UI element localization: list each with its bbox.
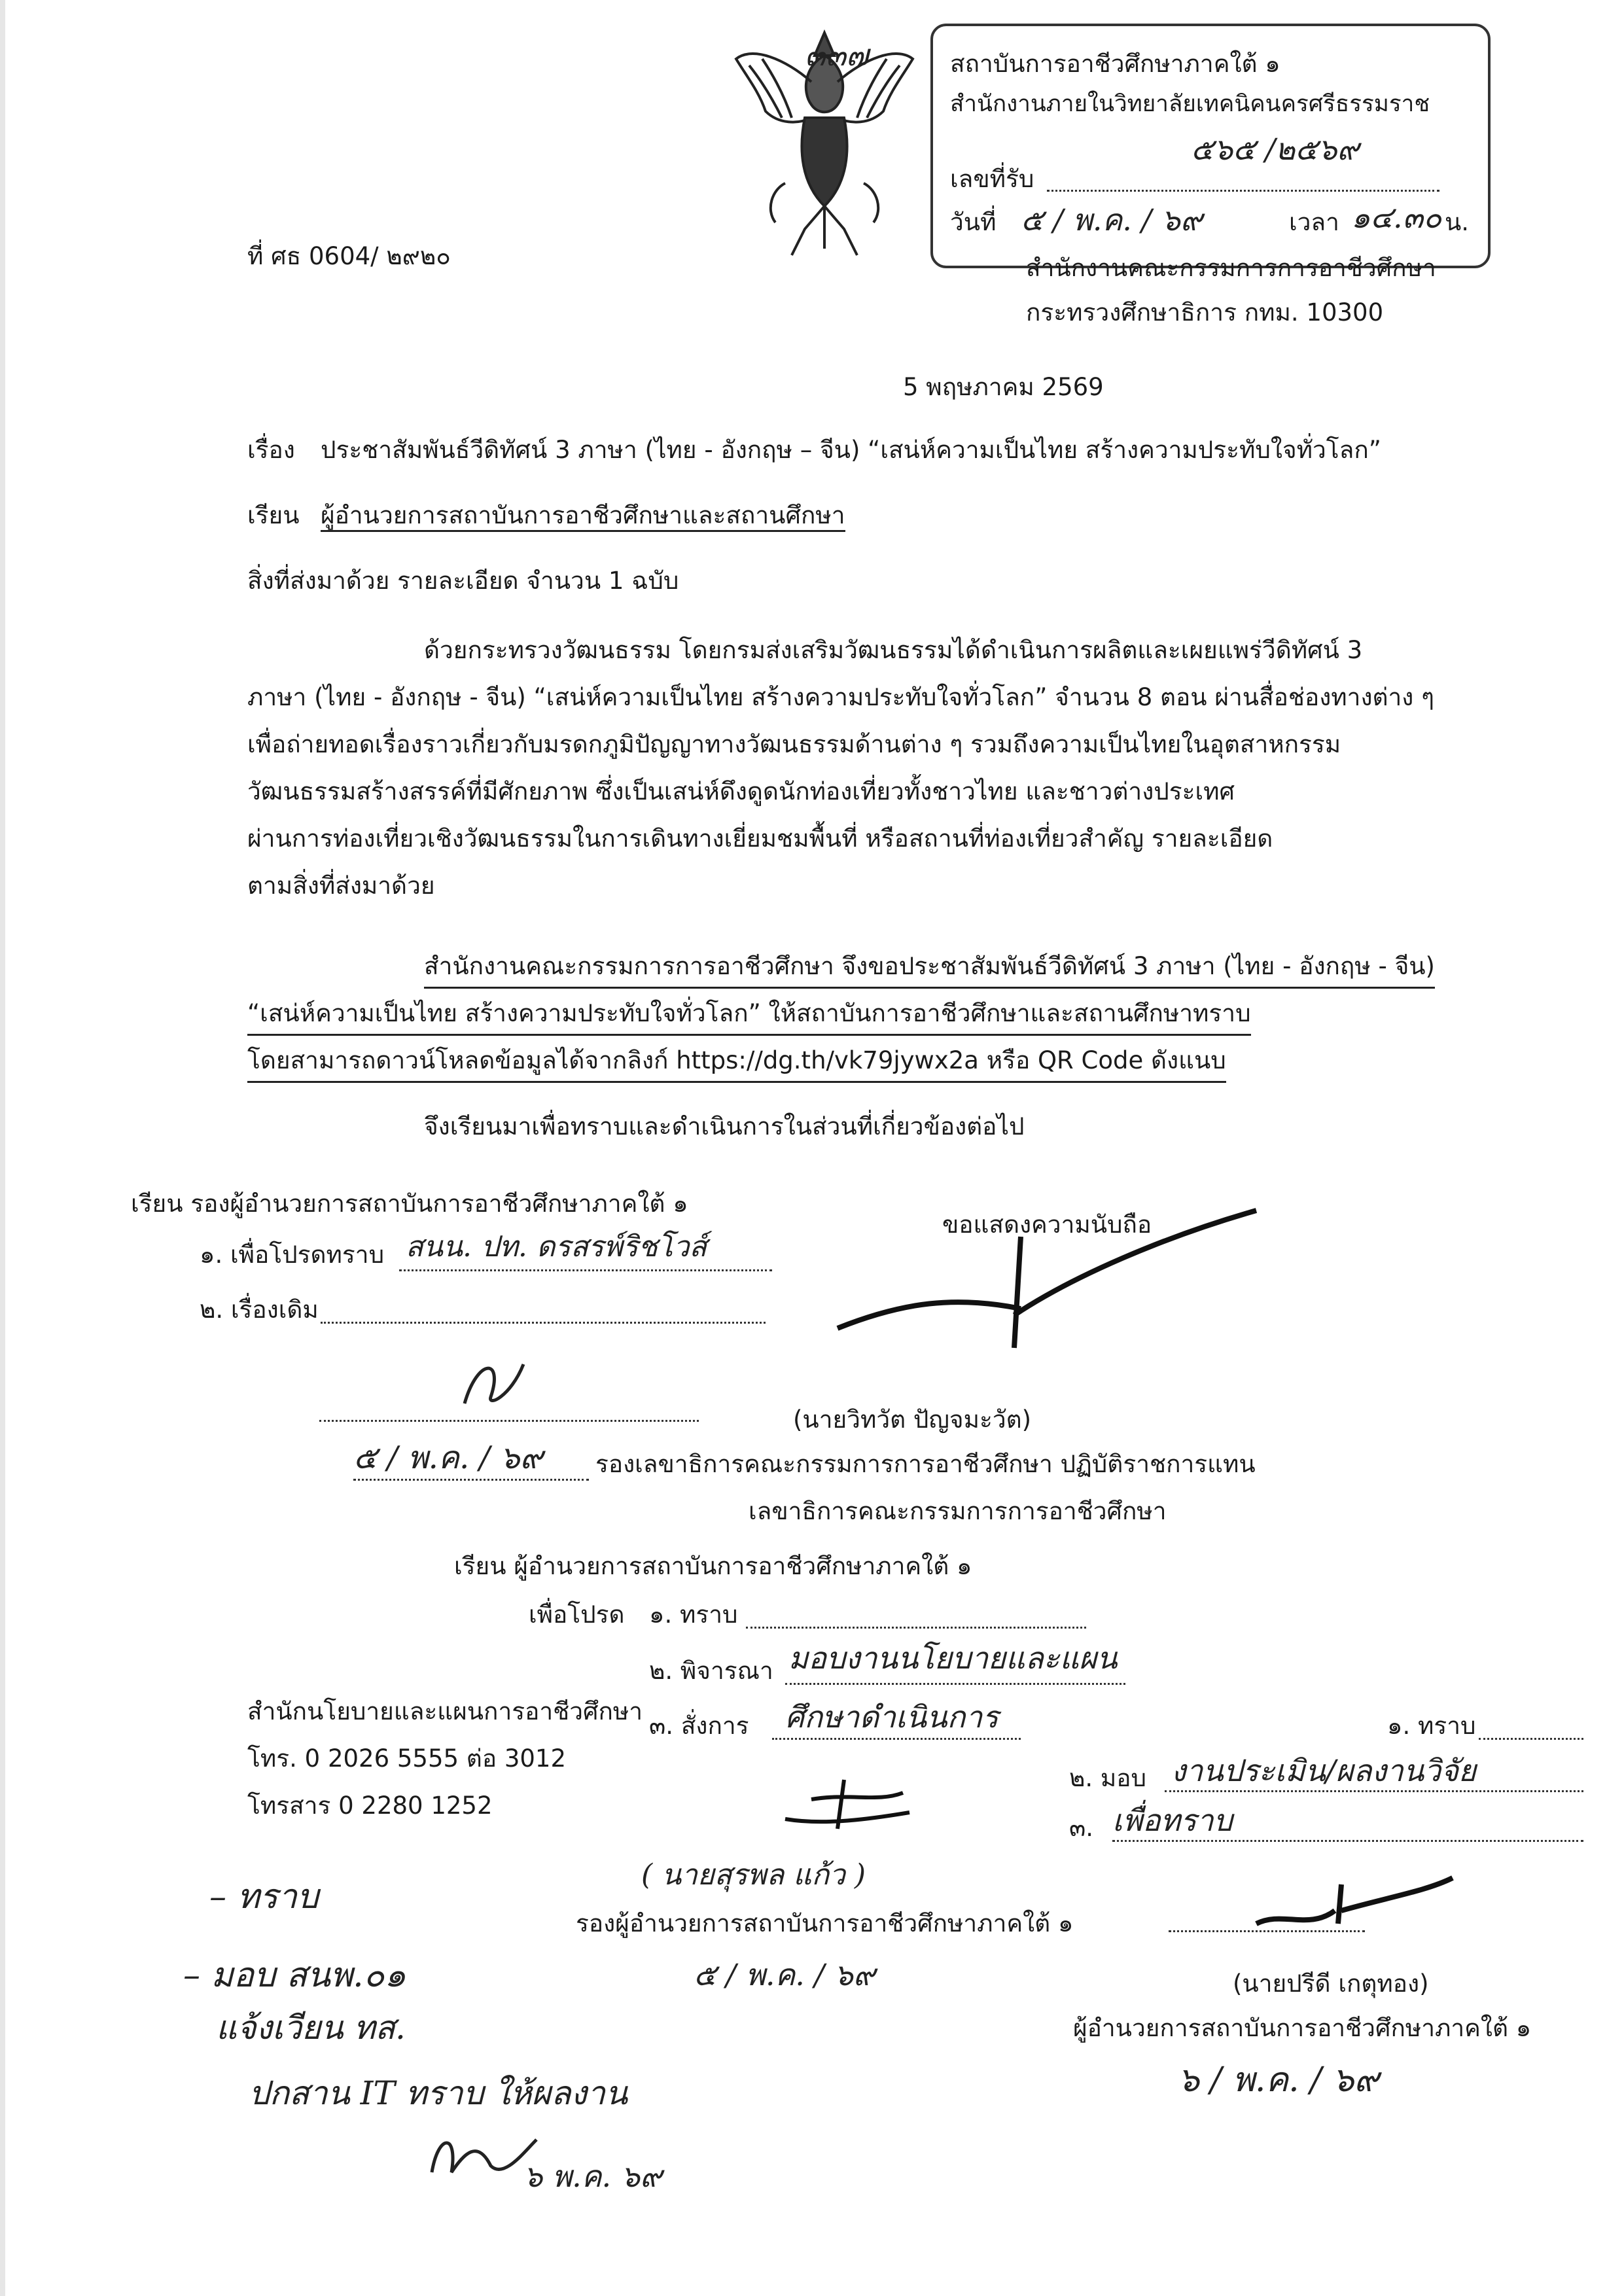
sender-office: สำนักงานคณะกรรมการการอาชีวศึกษา: [1026, 254, 1436, 282]
note3-signature: [1243, 1871, 1466, 1943]
note1-date-dots: [353, 1479, 589, 1481]
left-note: – มอบ สนพ.๐๑: [183, 1956, 406, 1995]
stamp-recv-label: เลขที่รับ: [950, 165, 1034, 193]
note1-item1-dots: [399, 1269, 772, 1271]
para1-line: ผ่านการท่องเที่ยวเชิงวัฒนธรรมในการเดินทางเยี่ยมชมพื้นที่ หรือสถานที่ท่องเที่ยวสำคัญ รายละเอียด: [247, 824, 1273, 853]
hand-number: ๓๓๗: [805, 37, 869, 73]
subject-text: ประชาสัมพันธ์วีดิทัศน์ 3 ภาษา (ไทย - อังกฤษ – จีน) “เสน่ห์ความเป็นไทย สร้างความประทับใจทั่วโลก”: [321, 436, 1381, 464]
main-signature: [824, 1197, 1269, 1381]
note3-item1-dots: [1479, 1738, 1583, 1740]
stamp-hand-time: ๑๔.๓๐: [1351, 200, 1442, 235]
stamp-line2: สำนักงานภายในวิทยาลัยเทคนิคนครศรีธรรมราช: [950, 91, 1430, 117]
para1-line: ภาษา (ไทย - อังกฤษ - จีน) “เสน่ห์ความเป็นไทย สร้างความประทับใจทั่วโลก” จำนวน 8 ตอน ผ่านสื่อช่องทางต่าง ๆ: [247, 683, 1435, 711]
para1-line: ตามสิ่งที่ส่งมาด้วย: [247, 872, 435, 900]
signer-name: (นายวิทวัต ปัญจมะวัต): [793, 1405, 1032, 1434]
note1-item2: ๒. เรื่องเดิม: [200, 1296, 319, 1324]
note2-to: เรียน ผู้อำนวยการสถาบันการอาชีวศึกษาภาคใต้ ๑: [454, 1552, 972, 1580]
note2-item1-dots: [746, 1627, 1086, 1629]
stamp-date-label: วันที่: [950, 208, 997, 236]
left-note: ๖ พ.ค. ๖๙: [523, 2159, 662, 2194]
note3-item1: ๑. ทราบ: [1387, 1712, 1476, 1740]
office-fax: โทรสาร 0 2280 1252: [247, 1792, 493, 1820]
to-text: ผู้อำนวยการสถาบันการอาชีวศึกษาและสถานศึกษา: [321, 501, 845, 532]
note1-to: เรียน รองผู้อำนวยการสถาบันการอาชีวศึกษาภาคใต้ ๑: [131, 1190, 688, 1218]
para1-line: วัฒนธรรมสร้างสรรค์ที่มีศักยภาพ ซึ่งเป็นเสน่ห์ดึงดูดนักท่องเที่ยวทั้งชาวไทย และชาวต่างประเทศ: [247, 777, 1235, 805]
note1-sign-dots: [319, 1420, 699, 1422]
note3-item3-dots: [1112, 1840, 1583, 1842]
note3-item3-hand: เพื่อทราบ: [1112, 1803, 1233, 1838]
note1-item2-dots: [321, 1322, 766, 1324]
para1-line: ด้วยกระทรวงวัฒนธรรม โดยกรมส่งเสริมวัฒนธรรมได้ดำเนินการผลิตและเผยแพร่วีดิทัศน์ 3: [424, 636, 1363, 664]
office-unit: สำนักนโยบายและแผนการอาชีวศึกษา: [247, 1697, 643, 1725]
note3-name: (นายปรีดี เกตุทอง): [1233, 1969, 1429, 1998]
note2-position: รองผู้อำนวยการสถาบันการอาชีวศึกษาภาคใต้ ๑: [576, 1909, 1074, 1937]
note2-item2: ๒. พิจารณา: [649, 1657, 773, 1685]
note2-item2-dots: [785, 1683, 1125, 1685]
note3-item3: ๓.: [1069, 1814, 1094, 1842]
para2-line: โดยสามารถดาวน์โหลดข้อมูลได้จากลิงก์ https://dg.th/vk79jywx2a หรือ QR Code ดังแนบ: [247, 1040, 1226, 1083]
note3-sign-dots: [1169, 1930, 1365, 1932]
doc-number: ที่ ศธ 0604/ ๒๙๒๐: [247, 242, 451, 270]
to-label: เรียน: [247, 501, 300, 529]
stamp-hand-ref: ๕๖๕ /๒๕๖๙: [1191, 132, 1359, 167]
office-phone: โทร. 0 2026 5555 ต่อ 3012: [247, 1744, 566, 1773]
note1-signature: [451, 1345, 543, 1423]
note3-item2: ๒. มอบ: [1069, 1764, 1147, 1792]
para2-line: สำนักงานคณะกรรมการการอาชีวศึกษา จึงขอประชาสัมพันธ์วีดิทัศน์ 3 ภาษา (ไทย - อังกฤษ - จีน): [424, 946, 1435, 989]
signer-position1: รองเลขาธิการคณะกรรมการการอาชีวศึกษา ปฏิบัติราชการแทน: [595, 1450, 1256, 1478]
para1-line: เพื่อถ่ายทอดเรื่องราวเกี่ยวกับมรดกภูมิปัญญาทางวัฒนธรรมด้านต่าง ๆ รวมถึงความเป็นไทยในอุตสาหกรรม: [247, 730, 1341, 758]
note1-item1-hand: สนน. ปท. ดรสรพ์ริชโวส์: [406, 1230, 707, 1263]
scan-edge: [0, 0, 5, 2296]
left-note: แจ้งเวียน ทส.: [216, 2009, 406, 2047]
note2-item2-hand: มอบงานนโยบายและแผน: [788, 1640, 1118, 1676]
note3-hand-date: ๖ / พ.ค. / ๖๙: [1178, 2060, 1379, 2100]
note3-item2-dots: [1165, 1790, 1583, 1792]
note2-item1: ๑. ทราบ: [649, 1600, 738, 1629]
stamp-line1: สถาบันการอาชีวศึกษาภาคใต้ ๑: [950, 50, 1280, 78]
left-note: – ทราบ: [209, 1877, 319, 1916]
subject-label: เรื่อง: [247, 436, 295, 464]
para2-line: “เสน่ห์ความเป็นไทย สร้างความประทับใจทั่วโลก” ให้สถาบันการอาชีวศึกษาและสถานศึกษาทราบ: [247, 993, 1251, 1036]
stamp-time-unit: น.: [1445, 208, 1470, 236]
closing-line: จึงเรียนมาเพื่อทราบและดำเนินการในส่วนที่เกี่ยวข้องต่อไป: [424, 1112, 1025, 1140]
note1-item1: ๑. เพื่อโปรดทราบ: [200, 1241, 385, 1269]
note1-hand-date: ๕ / พ.ค. / ๖๙: [353, 1439, 543, 1476]
left-note: ปกสาน IT ทราบ ให้ผลงาน: [249, 2074, 628, 2112]
note3-item2-hand: งานประเมิน/ผลงานวิจัย: [1171, 1753, 1476, 1788]
note2-signature: [772, 1767, 929, 1845]
note2-item3: ๓. สั่งการ: [649, 1712, 749, 1740]
sender-ministry: กระทรวงศึกษาธิการ กทม. 10300: [1026, 298, 1384, 327]
stamp-time-label: เวลา: [1289, 208, 1339, 236]
note2-hand-name: ( นายสุรพล แก้ว ): [641, 1858, 866, 1892]
note2-hand-date: ๕ / พ.ค. / ๖๙: [694, 1957, 875, 1992]
doc-date: 5 พฤษภาคม 2569: [903, 373, 1104, 401]
note3-position: ผู้อำนวยการสถาบันการอาชีวศึกษาภาคใต้ ๑: [1073, 2014, 1532, 2042]
note2-for-label: เพื่อโปรด: [529, 1600, 625, 1629]
signer-position2: เลขาธิการคณะกรรมการการอาชีวศึกษา: [749, 1497, 1167, 1525]
stamp-hand-date: ๕ / พ.ค. / ๖๙: [1021, 202, 1203, 238]
note2-item3-hand: ศึกษาดำเนินการ: [785, 1699, 998, 1735]
stamp-recv-dots: [1047, 190, 1439, 192]
regards: ขอแสดงความนับถือ: [942, 1210, 1152, 1239]
enclosure: สิ่งที่ส่งมาด้วย รายละเอียด จำนวน 1 ฉบับ: [247, 567, 679, 595]
